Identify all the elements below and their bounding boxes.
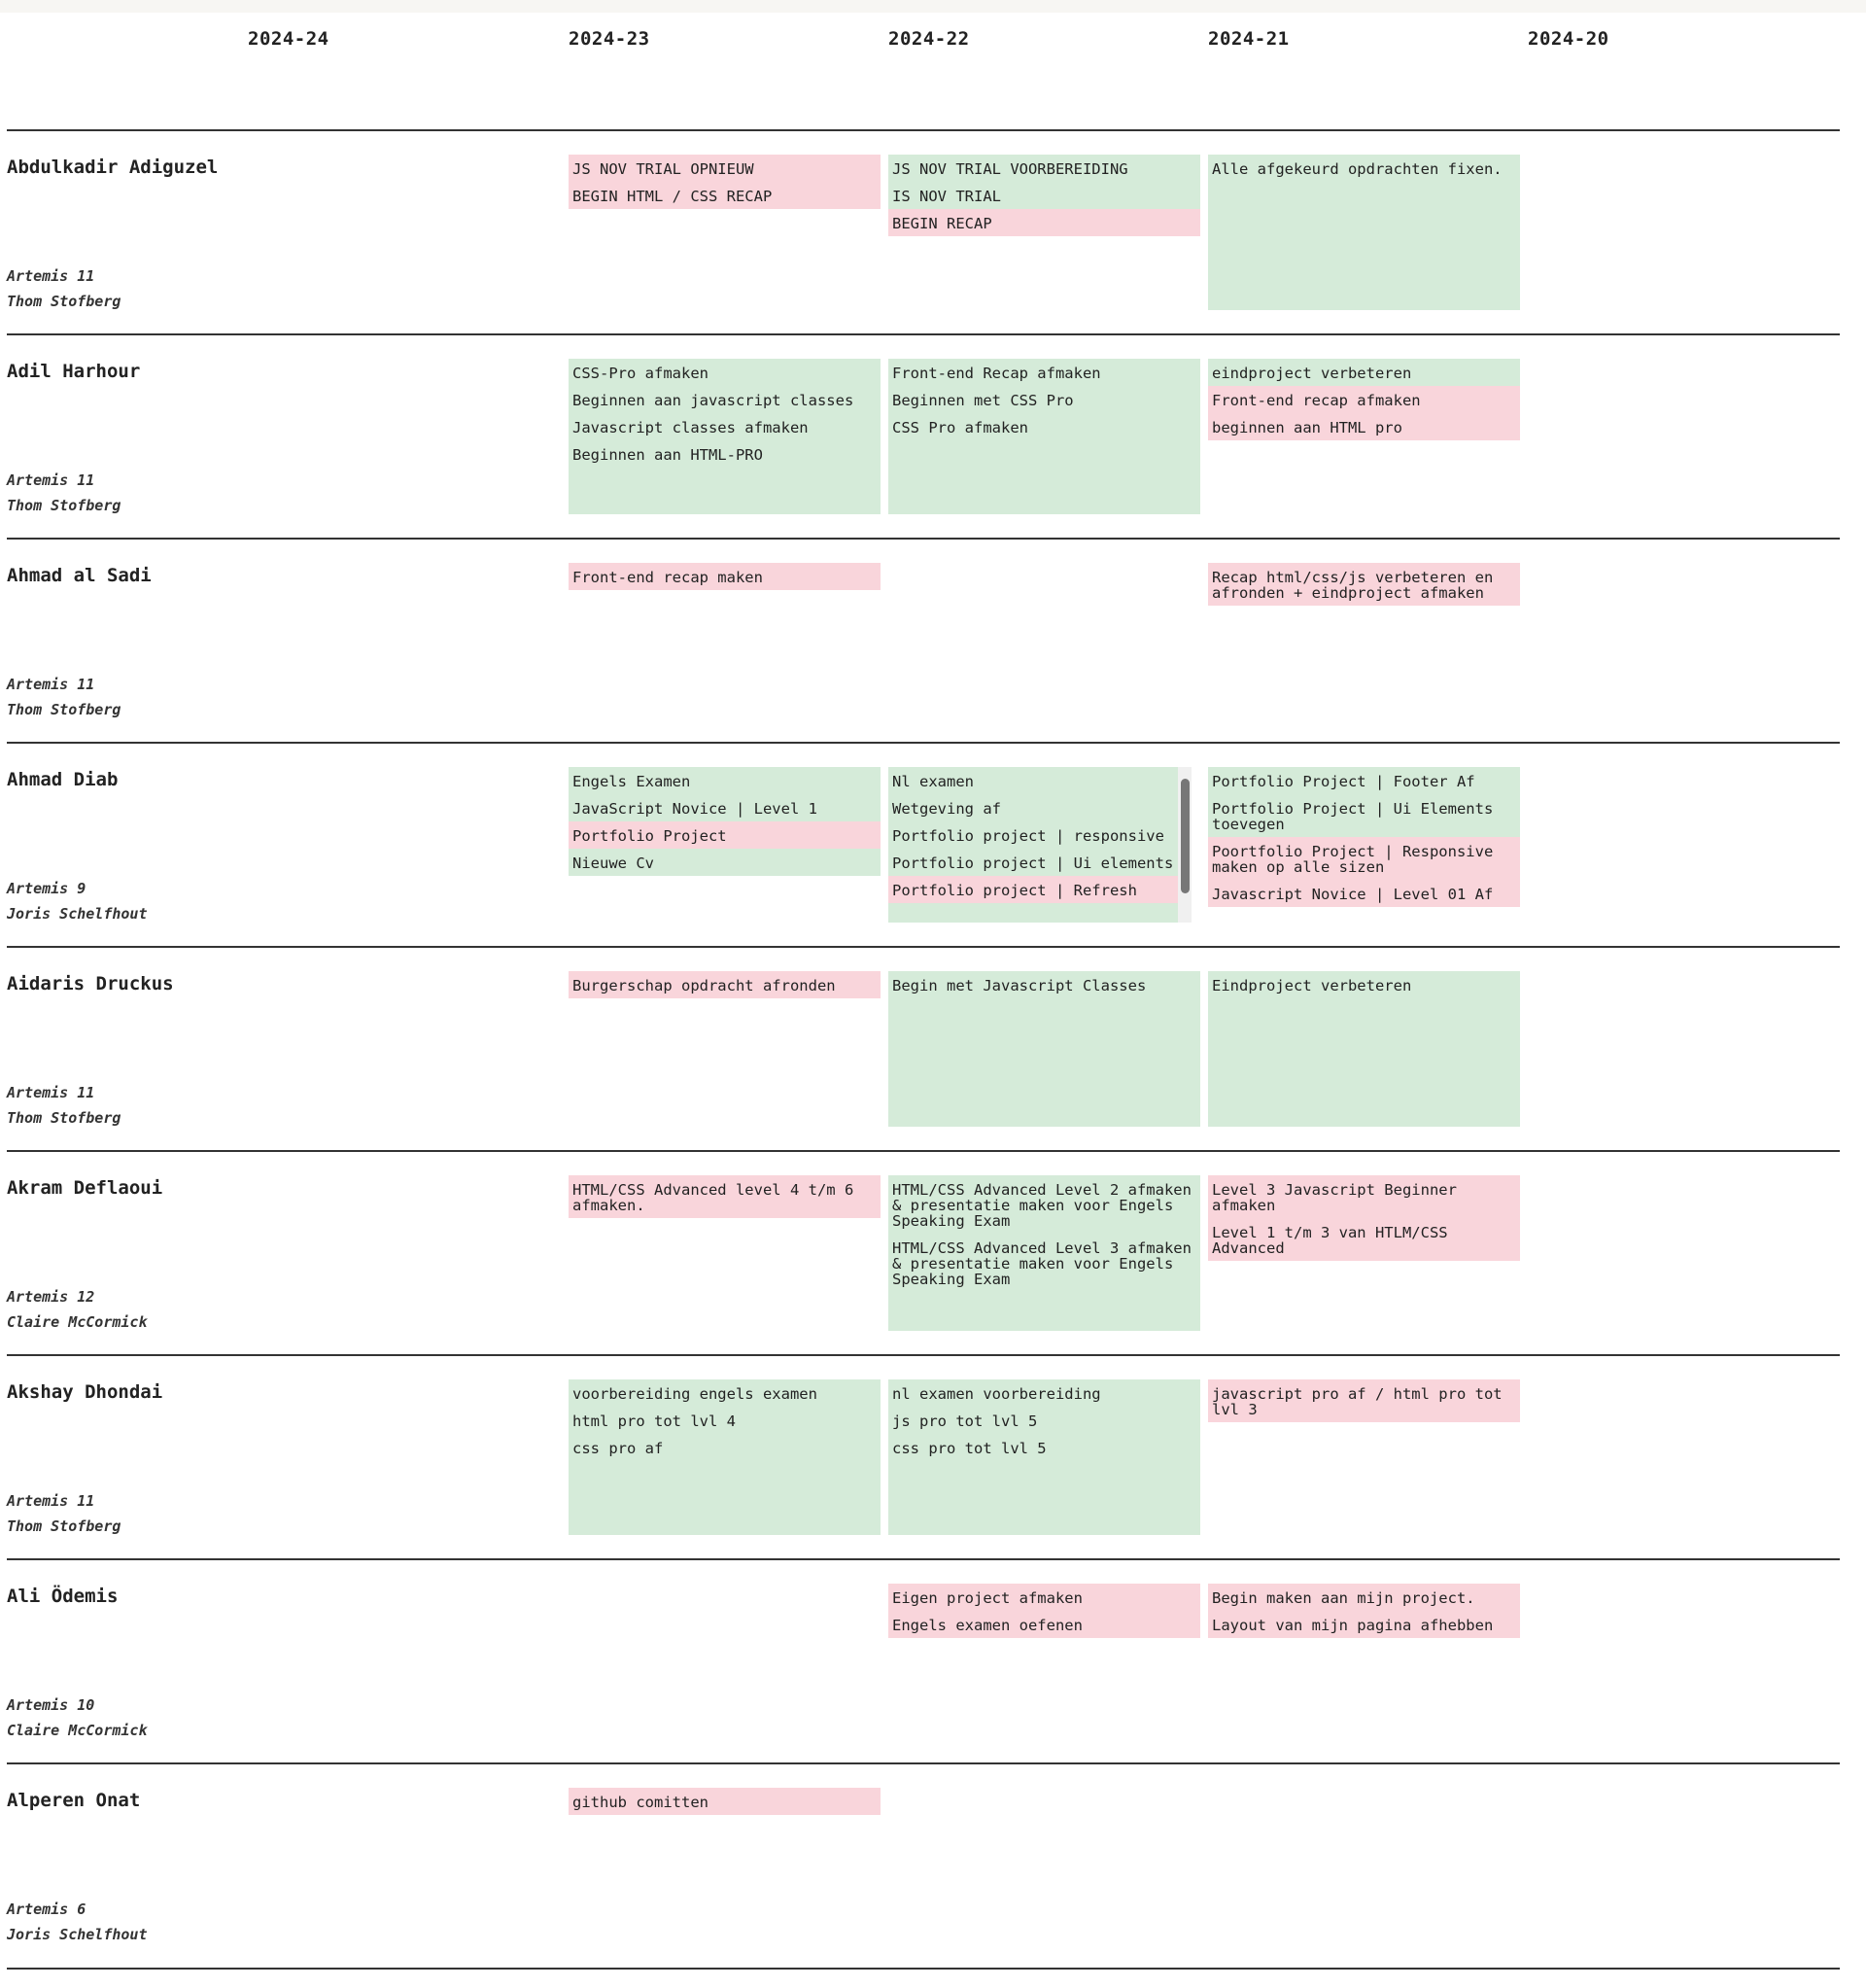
student-meta bbox=[7, 672, 121, 722]
student-row bbox=[7, 1354, 1840, 1560]
student-name[interactable]: Abdulkadir Adiguzel bbox=[7, 157, 219, 178]
week-header bbox=[0, 13, 1866, 129]
week-goals-cell[interactable] bbox=[1208, 1175, 1520, 1261]
goal-item-todo[interactable]: Front-end recap afmaken bbox=[1208, 386, 1520, 413]
goal-item-todo[interactable]: Portfolio project | Refresh bbox=[888, 876, 1178, 903]
goal-item-todo[interactable]: beginnen aan HTML pro bbox=[1208, 413, 1520, 440]
goal-item-todo[interactable]: Begin maken aan mijn project. bbox=[1208, 1584, 1520, 1611]
goal-item-done[interactable]: HTML/CSS Advanced Level 3 afmaken & presentatie maken voor Engels Speaking Exam bbox=[888, 1234, 1200, 1292]
student-name[interactable]: Akram Deflaoui bbox=[7, 1177, 163, 1199]
week-goals-cell[interactable] bbox=[888, 155, 1200, 236]
goal-item-todo[interactable]: JS NOV TRIAL OPNIEUW bbox=[569, 155, 881, 182]
week-goals-cell[interactable] bbox=[569, 155, 881, 209]
student-name[interactable]: Ali Ödemis bbox=[7, 1586, 119, 1607]
coach-label: Thom Stofberg bbox=[7, 293, 121, 310]
week-label: 2024-22 bbox=[888, 28, 970, 50]
goal-item-todo[interactable]: Engels examen oefenen bbox=[888, 1611, 1200, 1638]
student-name[interactable]: Ahmad al Sadi bbox=[7, 565, 152, 586]
goal-item-done[interactable]: CSS Pro afmaken bbox=[888, 413, 1200, 440]
week-goals-cell[interactable] bbox=[1208, 767, 1520, 907]
coach-label: Claire McCormick bbox=[7, 1722, 148, 1739]
row-divider bbox=[7, 1968, 1840, 1970]
goal-item-done[interactable]: IS NOV TRIAL bbox=[888, 182, 1200, 209]
week-goals-cell[interactable] bbox=[888, 1584, 1200, 1638]
student-name[interactable]: Aidaris Druckus bbox=[7, 973, 174, 994]
goal-item-done[interactable]: Beginnen aan HTML-PRO bbox=[569, 440, 881, 468]
student-row bbox=[7, 129, 1840, 335]
student-row bbox=[7, 946, 1840, 1152]
goal-item-done[interactable]: Beginnen met CSS Pro bbox=[888, 386, 1200, 413]
goal-item-todo[interactable]: Front-end recap maken bbox=[569, 563, 881, 590]
goal-item-done[interactable]: Portfolio Project | Footer Af bbox=[1208, 767, 1520, 794]
group-label: Artemis 10 bbox=[7, 1696, 95, 1714]
goal-item-done[interactable]: nl examen voorbereiding bbox=[888, 1379, 1200, 1407]
goal-item-done[interactable]: voorbereiding engels examen bbox=[569, 1379, 881, 1407]
goal-item-done[interactable]: js pro tot lvl 5 bbox=[888, 1407, 1200, 1434]
group-label: Artemis 11 bbox=[7, 471, 95, 489]
goal-item-done[interactable]: Javascript classes afmaken bbox=[569, 413, 881, 440]
goal-item-todo[interactable]: HTML/CSS Advanced level 4 t/m 6 afmaken. bbox=[569, 1175, 881, 1218]
goal-item-todo[interactable]: Eigen project afmaken bbox=[888, 1584, 1200, 1611]
goal-item-done[interactable]: Eindproject verbeteren bbox=[1208, 971, 1520, 998]
week-goals-cell[interactable] bbox=[569, 359, 881, 514]
coach-label: Thom Stofberg bbox=[7, 1517, 121, 1535]
week-label: 2024-24 bbox=[248, 28, 329, 50]
goal-item-done[interactable]: JavaScript Novice | Level 1 bbox=[569, 794, 881, 821]
goal-item-todo[interactable]: Javascript Novice | Level 01 Af bbox=[1208, 880, 1520, 907]
goal-item-todo[interactable]: Portfolio Project bbox=[569, 821, 881, 849]
week-label: 2024-20 bbox=[1528, 28, 1609, 50]
goal-item-done[interactable]: CSS-Pro afmaken bbox=[569, 359, 881, 386]
week-goals-cell[interactable] bbox=[888, 1379, 1200, 1535]
student-name[interactable]: Ahmad Diab bbox=[7, 769, 119, 790]
goal-item-todo[interactable]: javascript pro af / html pro tot lvl 3 bbox=[1208, 1379, 1520, 1422]
goal-item-todo[interactable]: BEGIN HTML / CSS RECAP bbox=[569, 182, 881, 209]
goal-item-done[interactable]: Alle afgekeurd opdrachten fixen. bbox=[1208, 155, 1520, 182]
student-row bbox=[7, 742, 1840, 948]
week-goals-cell[interactable] bbox=[569, 1788, 881, 1815]
goal-item-done[interactable]: Wetgeving af bbox=[888, 794, 1178, 821]
week-goals-cell[interactable] bbox=[569, 1175, 881, 1218]
student-row bbox=[7, 1150, 1840, 1356]
group-label: Artemis 11 bbox=[7, 676, 95, 693]
goal-item-todo[interactable]: Layout van mijn pagina afhebben bbox=[1208, 1611, 1520, 1638]
week-goals-cell[interactable] bbox=[888, 767, 1178, 923]
student-meta bbox=[7, 468, 121, 518]
goal-item-done[interactable]: Engels Examen bbox=[569, 767, 881, 794]
student-name[interactable]: Alperen Onat bbox=[7, 1790, 141, 1811]
week-goals-cell[interactable] bbox=[888, 1175, 1200, 1331]
goal-item-done[interactable]: Front-end Recap afmaken bbox=[888, 359, 1200, 386]
group-label: Artemis 11 bbox=[7, 267, 95, 285]
student-meta bbox=[7, 876, 148, 926]
student-meta bbox=[7, 1692, 148, 1743]
goal-item-todo[interactable]: Poortfolio Project | Responsive maken op alle sizen bbox=[1208, 837, 1520, 880]
goal-item-done[interactable]: Nl examen bbox=[888, 767, 1178, 794]
goal-item-done[interactable]: Portfolio project | Ui elements bbox=[888, 849, 1178, 876]
week-goals-cell[interactable] bbox=[888, 359, 1200, 514]
group-label: Artemis 11 bbox=[7, 1084, 95, 1101]
goal-item-done[interactable]: eindproject verbeteren bbox=[1208, 359, 1520, 386]
student-row bbox=[7, 1558, 1840, 1764]
goal-item-todo[interactable]: Burgerschap opdracht afronden bbox=[569, 971, 881, 998]
student-row bbox=[7, 1762, 1840, 1969]
scrollbar-thumb[interactable] bbox=[1181, 779, 1190, 893]
goal-item-done[interactable]: Beginnen aan javascript classes bbox=[569, 386, 881, 413]
student-meta bbox=[7, 1284, 148, 1335]
week-goals-cell[interactable] bbox=[1208, 1379, 1520, 1422]
goal-item-todo[interactable]: Recap html/css/js verbeteren en afronden + eindproject afmaken bbox=[1208, 563, 1520, 606]
week-goals-cell[interactable] bbox=[888, 971, 1200, 1127]
goal-item-done[interactable]: Begin met Javascript Classes bbox=[888, 971, 1200, 998]
week-goals-cell[interactable] bbox=[569, 1379, 881, 1535]
week-goals-cell[interactable] bbox=[569, 767, 881, 876]
goal-item-todo[interactable]: BEGIN RECAP bbox=[888, 209, 1200, 236]
goal-item-done[interactable]: HTML/CSS Advanced Level 2 afmaken & presentatie maken voor Engels Speaking Exam bbox=[888, 1175, 1200, 1234]
top-strip bbox=[0, 0, 1866, 13]
student-row bbox=[7, 538, 1840, 744]
group-label: Artemis 12 bbox=[7, 1288, 95, 1306]
student-meta bbox=[7, 1897, 148, 1947]
group-label: Artemis 6 bbox=[7, 1901, 86, 1918]
week-goals-cell[interactable] bbox=[569, 971, 881, 998]
week-goals-cell[interactable] bbox=[1208, 563, 1520, 606]
student-meta bbox=[7, 263, 121, 314]
group-label: Artemis 9 bbox=[7, 880, 86, 897]
student-name[interactable]: Akshay Dhondai bbox=[7, 1381, 163, 1403]
coach-label: Joris Schelfhout bbox=[7, 905, 148, 923]
coach-label: Joris Schelfhout bbox=[7, 1926, 148, 1943]
coach-label: Thom Stofberg bbox=[7, 701, 121, 718]
coach-label: Claire McCormick bbox=[7, 1313, 148, 1331]
goal-item-todo[interactable]: Level 3 Javascript Beginner afmaken bbox=[1208, 1175, 1520, 1218]
week-goals-cell[interactable] bbox=[569, 563, 881, 590]
student-row bbox=[7, 333, 1840, 540]
week-label: 2024-21 bbox=[1208, 28, 1290, 50]
goal-item-done[interactable]: Nieuwe Cv bbox=[569, 849, 881, 876]
student-meta bbox=[7, 1488, 121, 1539]
goal-item-done[interactable]: JS NOV TRIAL VOORBEREIDING bbox=[888, 155, 1200, 182]
week-goals-cell[interactable] bbox=[1208, 1584, 1520, 1638]
goal-item-done[interactable]: css pro af bbox=[569, 1434, 881, 1461]
coach-label: Thom Stofberg bbox=[7, 497, 121, 514]
coach-label: Thom Stofberg bbox=[7, 1109, 121, 1127]
week-goals-cell[interactable] bbox=[1208, 359, 1520, 440]
week-label: 2024-23 bbox=[569, 28, 650, 50]
goal-item-todo[interactable]: Level 1 t/m 3 van HTLM/CSS Advanced bbox=[1208, 1218, 1520, 1261]
goal-item-done[interactable]: html pro tot lvl 4 bbox=[569, 1407, 881, 1434]
goal-item-todo[interactable]: github comitten bbox=[569, 1788, 881, 1815]
goal-item-done[interactable]: css pro tot lvl 5 bbox=[888, 1434, 1200, 1461]
student-name[interactable]: Adil Harhour bbox=[7, 361, 141, 382]
goal-item-done[interactable]: Portfolio project | responsive bbox=[888, 821, 1178, 849]
goal-item-done[interactable]: Portfolio Project | Ui Elements toevegen bbox=[1208, 794, 1520, 837]
scrollbar-track[interactable] bbox=[1178, 767, 1192, 923]
student-meta bbox=[7, 1080, 121, 1131]
group-label: Artemis 11 bbox=[7, 1492, 95, 1510]
week-goals-cell[interactable] bbox=[1208, 971, 1520, 1127]
week-goals-cell[interactable] bbox=[1208, 155, 1520, 310]
